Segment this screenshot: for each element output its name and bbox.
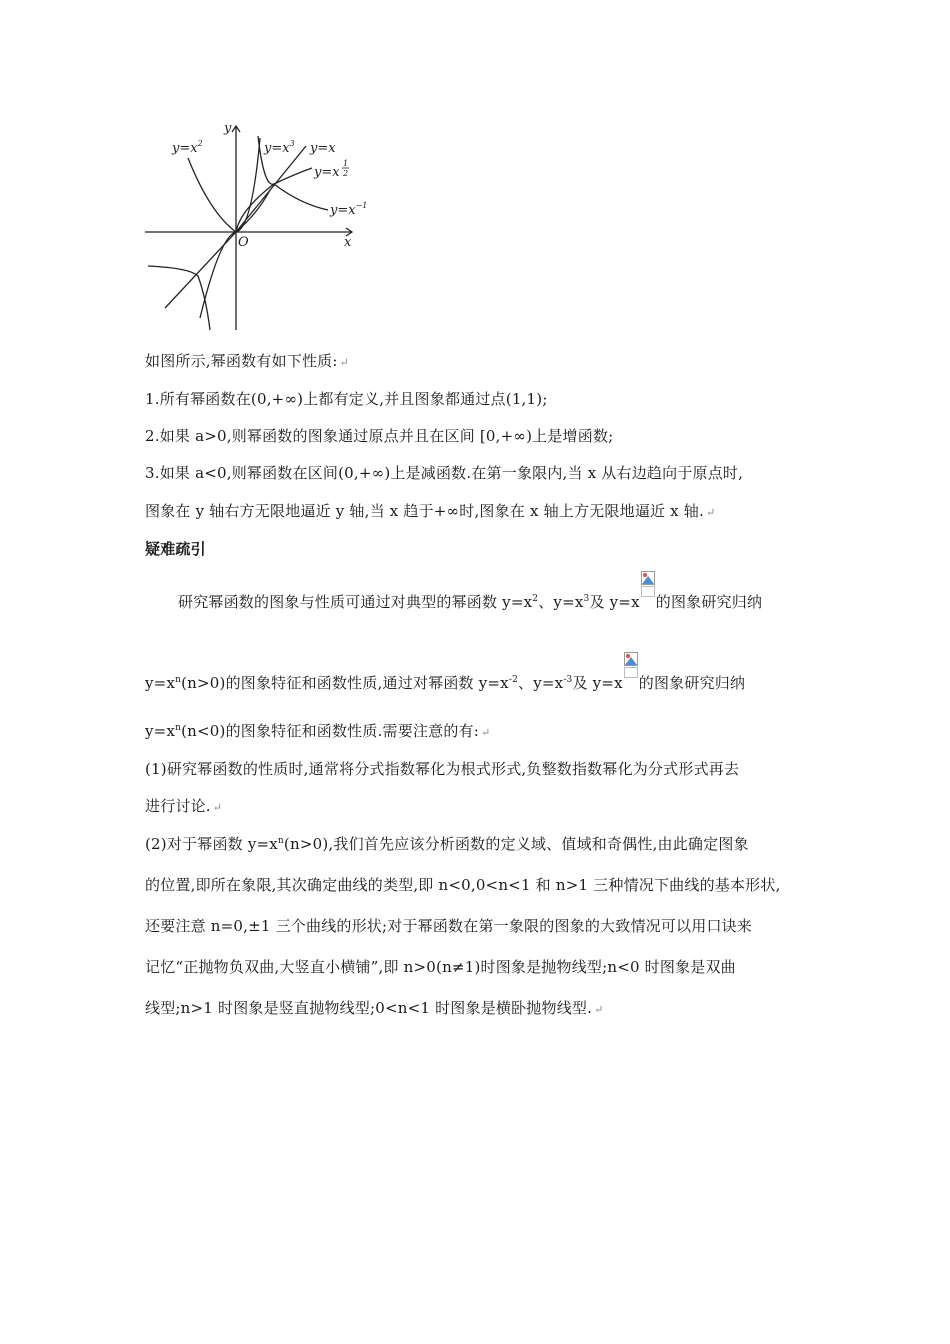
intro-line: 如图所示,幂函数有如下性质: ↵ — [145, 352, 350, 370]
label-x-inverse: $y=x^{-1}$ — [330, 201, 368, 218]
property-1: 1.所有幂函数在(0,+∞)上都有定义,并且图象都通过点(1,1); — [145, 390, 548, 408]
note-2-line-5: 线型;n>1 时图象是竖直抛物线型;0<n<1 时图象是横卧抛物线型. ↵ — [145, 999, 604, 1017]
label-x-half-den: 2 — [343, 169, 349, 178]
research-line-2: $y=x^n(n>0)$的图象特征和函数性质,通过对幂函数 $y=x^{-2}$、$y=x^{-3}$及 y=x 的图象研究归纳 — [145, 666, 745, 693]
note-1-line-2: 进行讨论. ↵ — [145, 797, 223, 815]
y-axis-label: y — [224, 121, 232, 136]
property-3-line-2: 图象在 y 轴右方无限地逼近 y 轴,当 x 趋于+∞时,图象在 x 轴上方无限地逼近 x 轴. ↵ — [145, 502, 716, 520]
power-function-graph — [140, 118, 370, 334]
broken-image-icon — [624, 666, 638, 692]
origin-label: O — [238, 235, 249, 250]
note-1-line-1: (1)研究幂函数的性质时,通常将分式指数幂化为根式形式,负整数指数幂化为分式形式再去 — [145, 760, 740, 778]
curve-x-inverse-q3 — [148, 266, 210, 330]
label-x-cubed: $y=x^3$ — [264, 139, 295, 156]
x-axis-label: x — [344, 235, 352, 250]
label-x-half-num: 1 — [343, 159, 349, 168]
research-line-3: $y=x^n(n<0)$的图象特征和函数性质.需要注意的有: ↵ — [145, 722, 491, 740]
property-2: 2.如果 a>0,则幂函数的图象通过原点并且在区间 [0,+∞)上是增函数; — [145, 427, 614, 445]
note-2-line-1: (2)对于幂函数 $y=x^n(n>0)$,我们首先应该分析函数的定义域、值域和奇偶性,由此确定图象 — [145, 835, 749, 853]
broken-image-icon — [641, 585, 655, 611]
label-x-squared: $y=x^2$ — [172, 139, 203, 156]
note-2-line-3: 还要注意 n=0,±1 三个曲线的形状;对于幂函数在第一象限的图象的大致情况可以用口诀来 — [145, 917, 753, 935]
note-2-line-2: 的位置,即所在象限,其次确定曲线的类型,即 n<0,0<n<1 和 n>1 三种情况下曲线的基本形状, — [145, 876, 781, 894]
note-2-line-4: 记忆“正抛物负双曲,大竖直小横铺”,即 n>0(n≠1)时图象是抛物线型;n<0 时图象是双曲 — [145, 958, 736, 976]
property-3-line-1: 3.如果 a<0,则幂函数在区间(0,+∞)上是减函数.在第一象限内,当 x 从右边趋向于原点时, — [145, 464, 744, 482]
label-x: y=x — [310, 141, 336, 156]
section-heading: 疑难疏引 — [145, 540, 206, 558]
research-line-1: 研究幂函数的图象与性质可通过对典型的幂函数 $y=x^2$、$y=x^3$及 y=x 的图象研究归纳 — [178, 585, 762, 612]
label-x-half: y=x — [314, 165, 340, 180]
curve-x-squared — [188, 158, 270, 232]
curve-x-cubed — [200, 138, 260, 318]
